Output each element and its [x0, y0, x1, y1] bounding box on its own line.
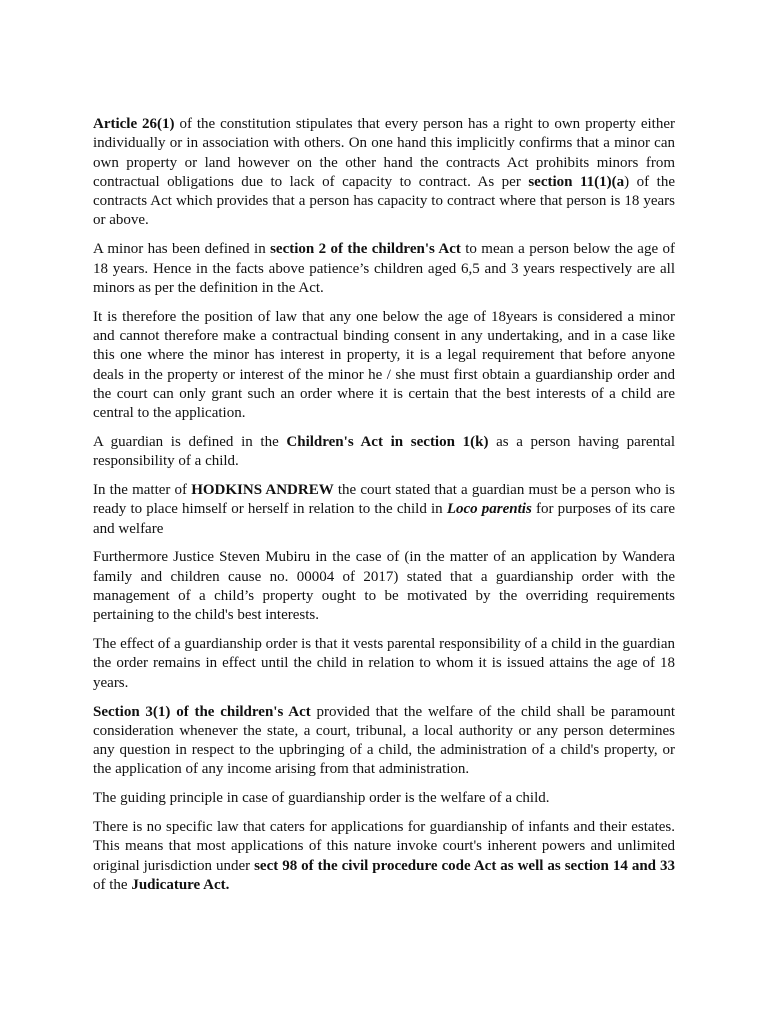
paragraph [93, 433, 675, 472]
bold-text: Judicature Act. [131, 876, 230, 893]
paragraph [93, 481, 675, 539]
body-text: The effect of a guardianship order is that it vests parental responsibility of a child in the guardian the order remains in effect until the child in relation to whom it is issued attains the age of 18 years. [93, 636, 675, 691]
body-text: as a person having parental responsibility of a child. [93, 433, 675, 470]
document-page [93, 115, 675, 905]
body-text: of the [93, 876, 132, 893]
paragraph [93, 703, 675, 780]
body-text: It is therefore the position of law that any one below the age of 18years is considered a minor and cannot therefore make a contractual binding consent in any undertaking, and in a case like this one where the minor has interest in property, it is a legal requirement that before anyone deals in the property or interest of the minor he / she must first obtain a guardianship order and the court can only grant such an order where it is certain that the best interests of a child are central to the application. [93, 308, 675, 422]
body-text: of the constitution stipulates that every person has a right to own property either individually or in association with others. On one hand this implicitly confirms that a minor can own property or land however on the other hand the contracts Act prohibits minors from contractual obligations due to lack of capacity to contract. As per [93, 116, 675, 190]
paragraph [93, 548, 675, 625]
paragraph [93, 789, 675, 808]
bold-text: Children's Act in section 1(k) [286, 433, 489, 450]
bold-italic-text [447, 501, 532, 517]
body-text: to mean a person below the age of 18 years. Hence in the facts above patience’s children aged 6,5 and 3 years respectively are all minors as per the definition in the Act. [93, 241, 675, 296]
body-text: the court stated that a guardian must be a person who is ready to place himself or herself in relation to the child in [93, 482, 675, 518]
bold-text: section 11(1)(a [528, 173, 625, 190]
body-text: provided that the welfare of the child shall be paramount consideration whenever the state, a court, tribunal, a local authority or any person determines any question in respect to the upbringing of a child, the administration of a child's property, or the application of any income arising from that administration. [93, 703, 675, 778]
paragraph [93, 308, 675, 424]
body-text: There is no specific law that caters for applications for guardianship of infants and their estates. This means that most applications of this nature invoke court's inherent powers and unlimited original jurisdiction under [93, 819, 675, 874]
emphasis-text: Loco parentis [446, 501, 532, 518]
paragraph [93, 115, 675, 231]
paragraph [93, 240, 675, 298]
paragraph [93, 818, 675, 895]
body-text: for purposes of its care and welfare [93, 501, 675, 537]
bold-text: sect 98 of the civil procedure code Act as well as section 14 and 33 [254, 857, 675, 874]
body-text: The guiding principle in case of guardianship order is the welfare of a child. [93, 790, 550, 807]
paragraph [93, 635, 675, 693]
bold-text: HODKINS ANDREW [191, 482, 334, 499]
body-text: Furthermore Justice Steven Mubiru in the case of (in the matter of an application by Wandera family and children cause no. 00004 of 2017) stated that a guardianship order with the management of a child’s property ought to be motivated by the overriding requirements pertaining to the child's best interests. [93, 549, 675, 624]
bold-text: section 2 of the children's Act [270, 241, 461, 258]
body-text: A guardian is defined in the [93, 433, 287, 450]
bold-text: Article 26(1) [93, 116, 175, 132]
bold-text: Section 3(1) of the children's Act [93, 703, 311, 720]
body-text: ) of the contracts Act which provides that a person has capacity to contract where that person is 18 years or above. [93, 173, 675, 229]
body-text: In the matter of [93, 482, 192, 499]
body-text: A minor has been defined in [93, 241, 271, 258]
